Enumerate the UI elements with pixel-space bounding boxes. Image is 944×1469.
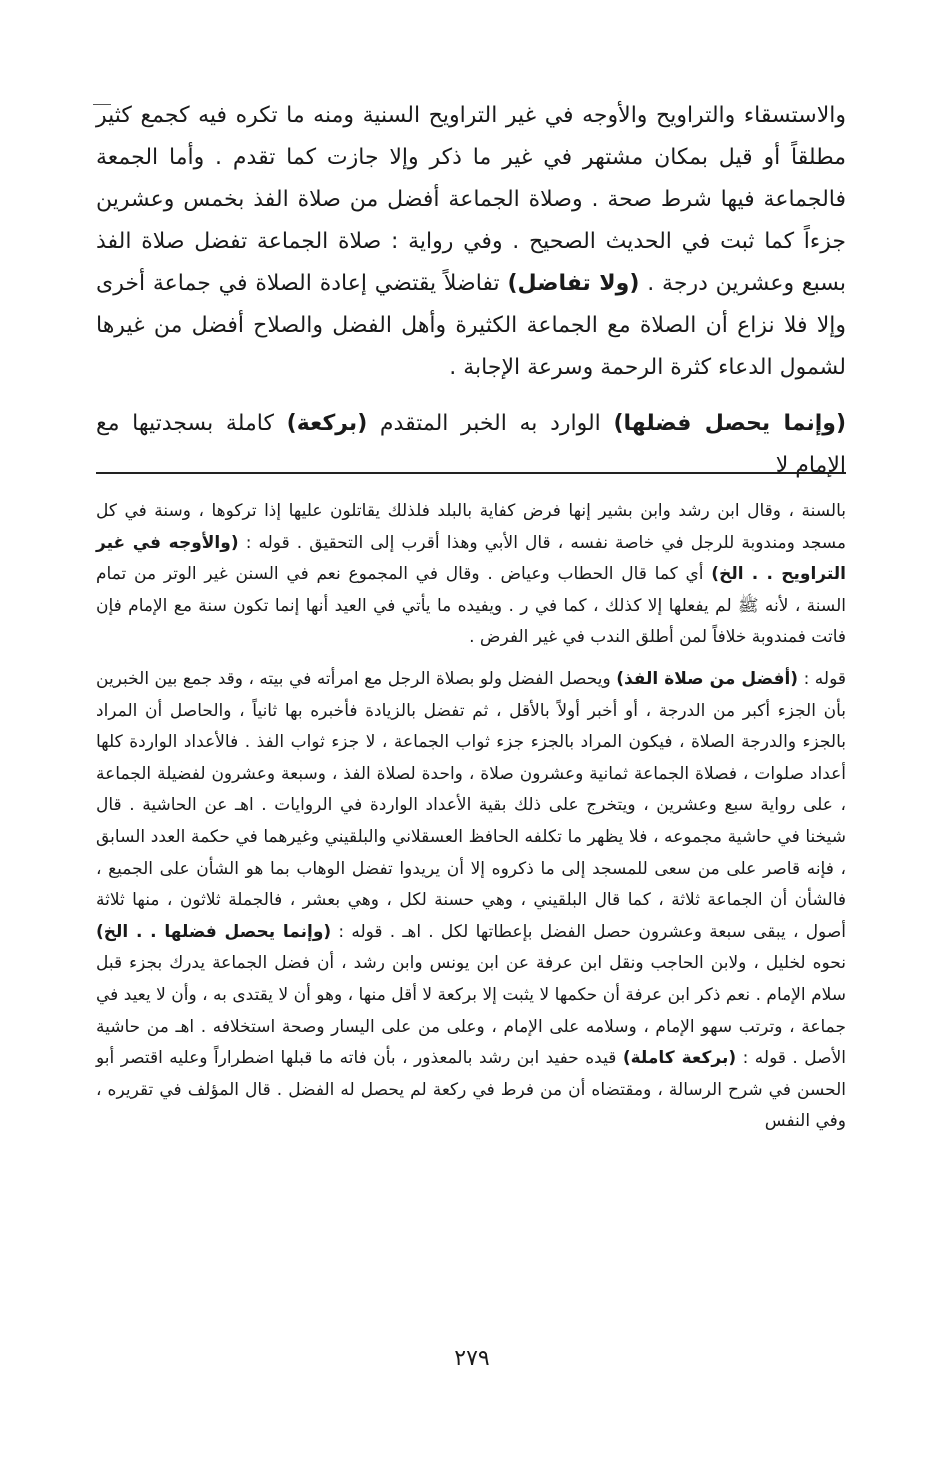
note-2-bold-term-3: (بركعة كاملة) [622, 1048, 737, 1069]
main-p1-text: والاستسقاء والتراويح والأوجه في غير التراويح السنية ومنه ما تكره فيه كجمع كثير مطلقاً أو قيل بمكان مشتهر في غير ما ذكر وإلا جازت كما تقدم . وأما الجمعة فالجماعة فيها شرط صحة . وصلاة الجماعة أفضل من صلاة الفذ بخمس وعشرين جزءاً كما ثبت في الحديث الصحيح . وفي رواية : صلاة الجماعة تفضل صلاة الفذ بسبع وعشرين درجة . [96, 103, 846, 296]
note-2-bold-term-1: (أفضل من صلاة الفذ) [616, 668, 799, 689]
footnote-paragraph-1 [96, 496, 846, 654]
note-2-text-c: نحوه لخليل ، ولابن الحاجب ونقل ابن عرفة عن ابن يونس وابن رشد ، أن فضل الجماعة يدرك بجزء قبل سلام الإمام . نعم ذكر ابن عرفة أن حكمها لا يثبت إلا بركعة لا أقل منها ، وهو أن لا يقتدى به ، وأن لا يعيد في جماعة ، وترتب سهو الإمام ، وسلامه على الإمام ، وعلى من على اليسار وصحة استخلافه . اهـ من حاشية الأصل . قوله : [96, 953, 847, 1069]
main-p2-bold-term-1: (وإنما يحصل فضلها) [613, 411, 847, 436]
note-1-text-a: بالسنة ، وقال ابن رشد وابن بشير إنها فرض كفاية بالبلد فلذلك يقاتلون عليها إذا تركوها ، وسنة في كل مسجد ومندوبة للرجل في خاصة نفسه ، قال الأبي وهذا أقرب إلى التحقيق . قوله : [96, 501, 847, 553]
main-p1-rest: تفاضلاً يقتضي إعادة الصلاة في جماعة أخرى وإلا فلا نزاع أن الصلاة مع الجماعة الكثيرة وأهل الفضل والصلاح أفضل من غيرها لشمول الدعاء كثرة الرحمة وسرعة الإجابة . [96, 271, 846, 380]
footnotes-block [96, 496, 846, 1138]
note-2-text-b: ويحصل الفضل ولو بصلاة الرجل مع امرأته في بيته ، وقد جمع بين الخبرين بأن الجزء أكبر من الدرجة ، أو أخبر أولاً بالأقل ، ثم تفضل بالزيادة فأخبره بها ثانياً ، والحاصل أن المراد بالجزء والدرجة الصلاة ، فيكون المراد بالجزء جزء ثواب الجماعة ، لا جزء ثواب الفذ . فالأعداد الواردة كلها أعداد صلوات ، فصلاة الجماعة ثمانية وعشرون صلاة ، واحدة لصلاة الفذ ، وسبعة وعشرون لفضيلة الجماعة ، على رواية سبع وعشرين ، ويتخرج على ذلك بقية الأعداد الواردة في الروايات . اهـ عن الحاشية . قال شيخنا في حاشية مجموعه ، فلا يظهر ما تكلفه الحافظ العسقلاني والبلقيني وغيرهما في حكمة العدد السابق ، فإنه قاصر على من سعى للمسجد إلى ما ذكروه إلا أن يريدوا تفضل الوهاب بما هو الشأن على الجميع ، فالشأن أن الجماعة ثلاثة ، كما قال البلقيني ، وهي حسنة لكل ، وهي بعشر ، فالجملة ثلاثون ، منها ثلاثة أصول ، يبقى سبعة وعشرون حصل الفضل بإعطاتها لكل . اهـ . قوله : [96, 668, 846, 942]
main-text-block [96, 95, 846, 487]
main-p2-bold-term-2: (بركعة) [286, 411, 368, 436]
main-p1-bold-term: (ولا تفاضل) [507, 271, 640, 296]
note-2-text-a: قوله : [803, 668, 847, 689]
page-number: ٢٧٩ [454, 1346, 490, 1371]
main-p2-mid: الوارد به الخبر المتقدم [379, 411, 601, 436]
note-1-bold-term: (والأوجه في غير التراويح . . الخ) [96, 532, 847, 585]
main-paragraph-1 [96, 95, 846, 389]
main-paragraph-2 [96, 403, 846, 487]
note-2-text-d: قيده حفيد ابن رشد بالمعذور ، بأن فاته ما قبلها اضطراراً وعليه اقتصر أبو الحسن في شرح الرسالة ، ومقتضاه أن من فرط في ركعة لم يحصل له الفضل . قال المؤلف في تقريره ، وفي النفس [96, 1048, 846, 1132]
footnote-paragraph-2 [96, 664, 846, 1138]
main-p2-rest: كاملة بسجدتيها مع الإمام لا [96, 411, 846, 478]
note-1-text-b: أي كما قال الحطاب وعياض . وقال في المجموع نعم في السنن غير الوتر من تمام السنة ، لأنه ﷺ لم يفعلها إلا كذلك ، كما في ر . ويفيده ما يأتي في العيد أنها إنما تكون سنة مع الإمام فإن فاتت فمندوبة خلافاً لمن أطلق الندب في غير الفرض . [96, 564, 846, 648]
footnote-separator [96, 472, 846, 474]
note-2-bold-term-2: (وإنما يحصل فضلها . . الخ) [96, 921, 332, 942]
